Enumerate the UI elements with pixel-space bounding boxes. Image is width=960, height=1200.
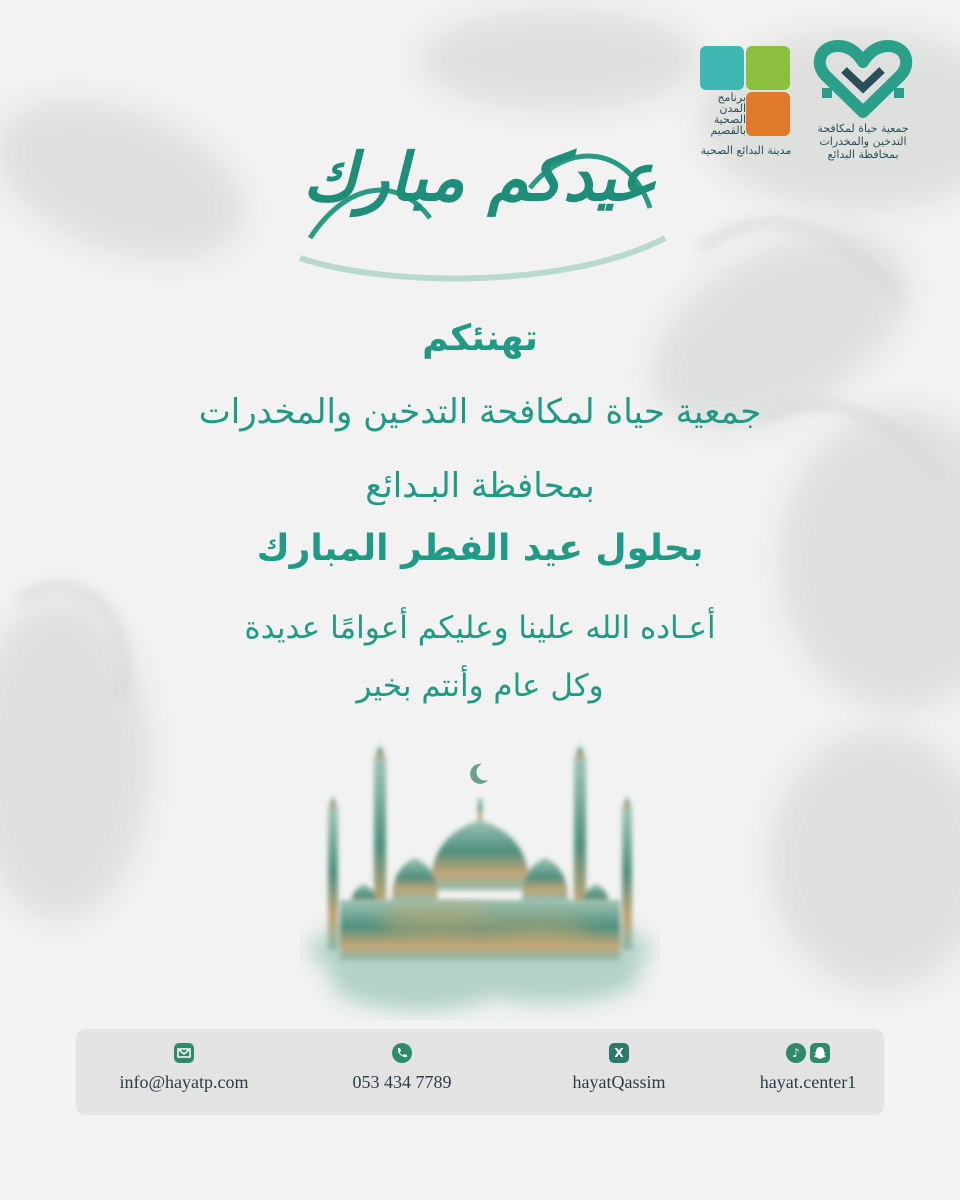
email-contact[interactable] <box>104 1040 264 1093</box>
healthy-cities-logo <box>694 46 798 166</box>
x-contact[interactable] <box>544 1040 694 1093</box>
mail-icon <box>174 1043 194 1063</box>
phone-icon <box>392 1043 412 1063</box>
social-contact[interactable] <box>738 1040 878 1093</box>
wish-line-2: وكل عام وأنتم بخير <box>356 668 604 704</box>
logo-tile-green <box>746 46 790 90</box>
program-line-3: الصحية <box>713 113 746 126</box>
eid-calligraphy <box>270 118 690 293</box>
social-handle-text[interactable]: hayat.center1 <box>759 1072 857 1092</box>
hayat-logo-line-1: جمعية حياة لمكافحة <box>817 122 909 135</box>
hayat-logo-line-3: بمحافظة البدائع <box>827 148 899 161</box>
email-text[interactable]: info@hayatp.com <box>119 1072 249 1092</box>
hayat-logo <box>808 40 918 160</box>
calligraphy-text: عيدكم مبارك <box>303 138 657 216</box>
mosque-illustration <box>300 740 660 1020</box>
logo-tile-orange <box>746 92 790 136</box>
logo-tile-teal <box>700 46 744 90</box>
hayat-logo-line-2: التدخين والمخدرات <box>819 135 907 148</box>
x-icon: X <box>609 1043 629 1063</box>
x-handle-text[interactable]: hayatQassim <box>572 1072 666 1092</box>
greeting-title: تهنئكم <box>422 318 538 359</box>
occasion-line: بحلول عيد الفطر المبارك <box>256 528 704 569</box>
snapchat-icon <box>810 1043 830 1063</box>
program-line-2: المدن <box>719 102 746 115</box>
crescent-icon <box>470 764 488 784</box>
healthy-city-name: مدينة البدائع الصحية <box>700 144 792 157</box>
wish-line-1: أعـاده الله علينا وعليكم أعوامًا عديدة <box>244 610 716 646</box>
hayat-heart-icon <box>808 40 918 120</box>
program-line-4: بالقصيم <box>710 124 746 137</box>
program-line-1: برنامج <box>717 91 746 104</box>
phone-contact[interactable] <box>322 1040 482 1093</box>
organization-name: جمعية حياة لمكافحة التدخين والمخدرات <box>198 392 762 432</box>
organization-location: بمحافظة البـدائع <box>365 466 595 506</box>
phone-text[interactable]: 053 434 7789 <box>352 1072 452 1092</box>
tiktok-icon: ♪ <box>786 1043 806 1063</box>
